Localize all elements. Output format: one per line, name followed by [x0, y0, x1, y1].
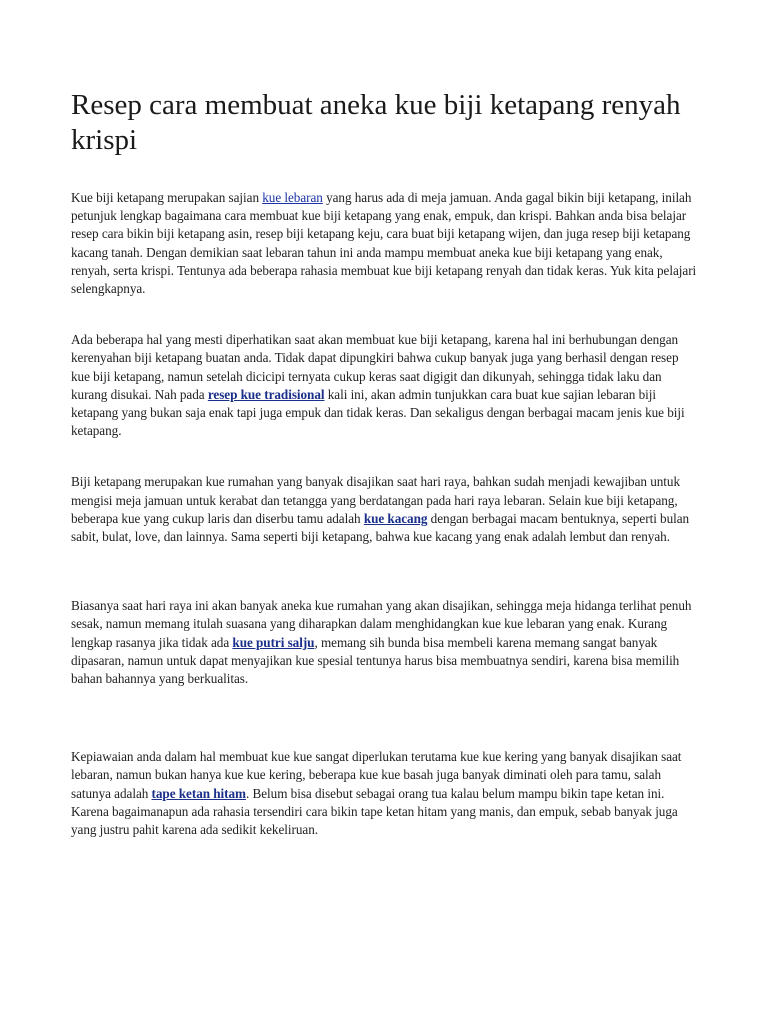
link-tape-ketan-hitam[interactable]: tape ketan hitam — [151, 785, 246, 801]
paragraph-text: yang harus ada di meja jamuan. Anda gagal bikin biji ketapang, inilah petunjuk lengkap bagaimana cara membuat kue biji ketapang yang enak, empuk, dan krispi. Bahkan anda bisa belajar resep cara bikin biji ketapang asin, resep biji ketapang keju, cara buat biji ketapang wijen, dan juga resep biji ketapang kacang tanah. Dengan demikian saat lebaran tahun ini anda mampu membuat aneka kue biji ketapang yang enak, renyah, serta krispi. Tentunya ada beberapa rahasia membuat kue biji ketapang renyah dan tidak keras. Yuk kita pelajari selengkapnya. — [71, 190, 697, 297]
paragraph-kepiawaian — [71, 748, 699, 839]
paragraph-kue-rumahan — [71, 473, 699, 546]
paragraph-text: Kepiawaian anda dalam hal membuat kue kue sangat diperlukan terutama kue kue kering yang banyak disajikan saat lebaran, namun bukan hanya kue kue kering, beberapa kue kue basah juga banyak diminati oleh para tamu, salah satunya adalah — [71, 749, 682, 801]
paragraph-text: Biasanya saat hari raya ini akan banyak aneka kue rumahan yang akan disajikan, sehingga meja hidanga terlihat penuh sesak, namun memang itulah suasana yang diharapkan dalam menghidangkan kue kue lebaran yang enak. Kurang lengkap rasanya jika tidak ada — [71, 598, 692, 650]
link-resep-kue-tradisional[interactable]: resep kue tradisional — [207, 386, 325, 402]
link-kue-putri-salju[interactable]: kue putri salju — [232, 634, 315, 650]
paragraph-text: Biji ketapang merupakan kue rumahan yang banyak disajikan saat hari raya, bahkan sudah menjadi kewajiban untuk mengisi meja jamuan untuk kerabat dan tetangga yang berdatangan pada hari raya lebaran. Selain kue biji ketapang, beberapa kue yang cukup laris dan diserbu tamu adalah — [71, 474, 680, 526]
paragraph-text: Ada beberapa hal yang mesti diperhatikan saat akan membuat kue biji ketapang, karena hal ini berhubungan dengan kerenyahan biji ketapang buatan anda. Tidak dapat dipungkiri bahwa cukup banyak juga yang berhasil dengan resep kue biji ketapang, namun setelah dicicipi ternyata cukup keras saat digigit dan dikunyah, sehingga tidak laku dan kurang disukai. Nah pada — [71, 332, 679, 402]
paragraph-hari-raya — [71, 597, 699, 688]
article-title: Resep cara membuat aneka kue biji ketapang renyah krispi — [71, 89, 681, 156]
paragraph-text: Kue biji ketapang merupakan sajian — [71, 190, 263, 205]
paragraph-intro — [71, 189, 699, 298]
document-page — [71, 88, 699, 839]
paragraph-text: dengan berbagai macam bentuknya, seperti bulan sabit, bulat, love, dan lainnya. Sama seperti biji ketapang, bahwa kue kacang yang enak adalah lembut dan renyah. — [71, 510, 690, 545]
paragraph-text: . Belum bisa disebut sebagai orang tua kalau belum mampu bikin tape ketan ini. Karena bagaimanapun ada rahasia tersendiri cara bikin tape ketan hitam yang manis, dan empuk, sebab banyak juga yang justru pahit karena ada sedikit kekeliruan. — [71, 785, 678, 838]
link-kue-kacang[interactable]: kue kacang — [363, 510, 428, 526]
paragraph-text: kali ini, akan admin tunjukkan cara buat kue sajian lebaran biji ketapang yang bukan saja enak tapi juga empuk dan tidak keras. Dan sekaligus dengan berbagai macam jenis kue biji ketapang. — [71, 386, 685, 439]
link-kue-lebaran[interactable]: kue lebaran — [262, 190, 323, 205]
paragraph-tips — [71, 331, 699, 440]
paragraph-text: , memang sih bunda bisa membeli karena memang sangat banyak dipasaran, namun untuk dapat menyajikan kue spesial tentunya harus bisa membuatnya sendiri, karena bisa memilih bahan bahannya yang berkualitas. — [71, 634, 680, 687]
